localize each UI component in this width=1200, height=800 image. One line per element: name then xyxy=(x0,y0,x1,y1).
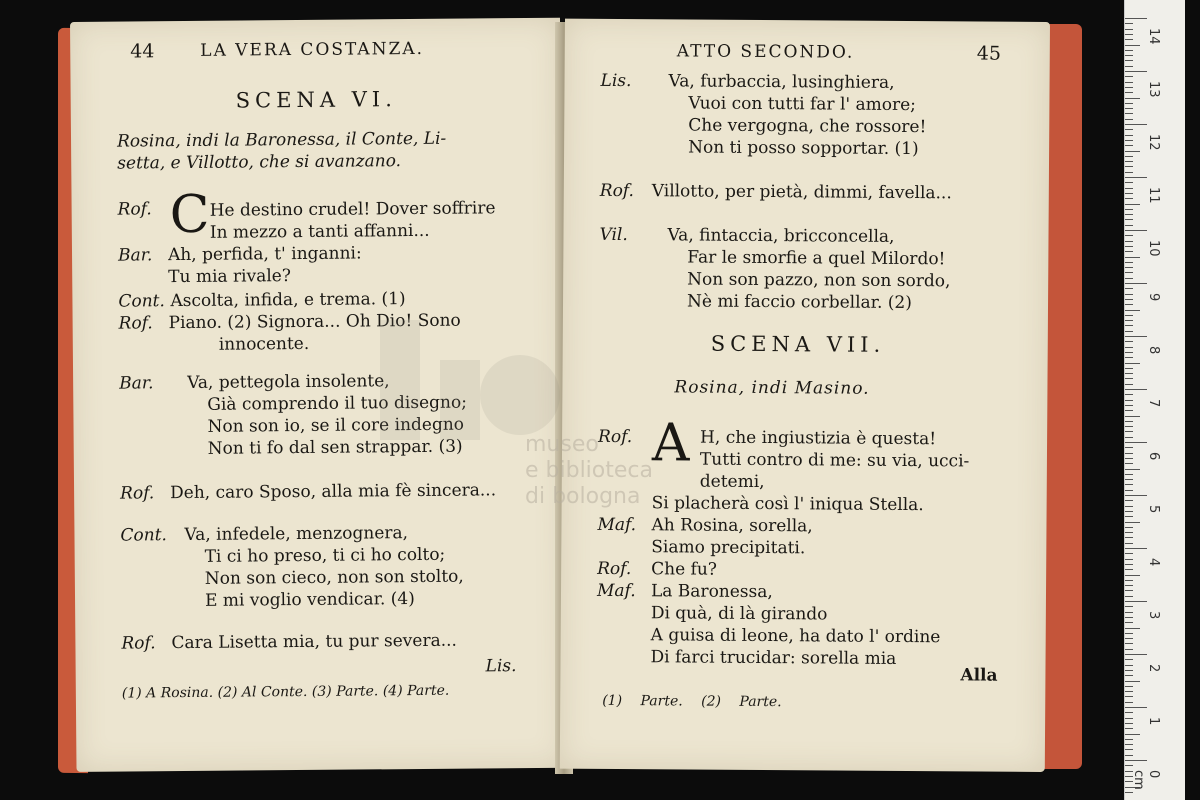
verse-line: Nè mi faccio corbellar. (2) xyxy=(686,291,912,314)
ruler-number: 3 xyxy=(1146,611,1161,620)
ruler-tick xyxy=(1125,431,1133,432)
verse-line: Siamo precipitati. xyxy=(651,537,806,559)
ruler-tick xyxy=(1125,288,1133,289)
ruler-tick xyxy=(1125,145,1133,146)
ruler-tick xyxy=(1125,389,1147,390)
speaker-label: Vil. xyxy=(599,224,628,246)
ruler-number: 6 xyxy=(1146,452,1161,461)
ruler-tick xyxy=(1125,177,1147,178)
ruler-tick xyxy=(1125,156,1133,157)
ruler-tick xyxy=(1125,585,1133,586)
verse-line: Non ti posso sopportar. (1) xyxy=(688,137,919,160)
ruler-tick xyxy=(1125,204,1140,205)
ruler-tick xyxy=(1125,522,1140,523)
ruler-tick xyxy=(1125,113,1133,114)
ruler-tick xyxy=(1125,760,1147,761)
stage-direction-line: setta, e Villotto, che si avanzano. xyxy=(117,151,402,174)
running-head: LA VERA COSTANZA. xyxy=(200,38,425,61)
ruler-tick xyxy=(1125,235,1133,236)
ruler-tick xyxy=(1125,469,1140,470)
ruler-tick xyxy=(1125,378,1133,379)
scene-title: SCENA VI. xyxy=(235,87,397,113)
ruler-tick xyxy=(1125,723,1133,724)
drop-cap: A xyxy=(651,413,690,474)
ruler-tick xyxy=(1125,262,1133,263)
ruler-tick xyxy=(1125,749,1133,750)
verse-line: Tu mia rivale? xyxy=(168,266,292,288)
speaker-label: Rof. xyxy=(121,633,156,654)
watermark-text: museo xyxy=(525,432,599,457)
verse-line: Di farci trucidar: sorella mia xyxy=(650,647,897,669)
ruler-tick xyxy=(1125,484,1133,485)
verse-line: Va, furbaccia, lusinghiera, xyxy=(668,71,895,93)
ruler-tick xyxy=(1125,198,1133,199)
ruler-number: 10 xyxy=(1146,240,1161,257)
ruler-number: 8 xyxy=(1146,346,1161,355)
ruler-tick xyxy=(1125,92,1133,93)
verse-line: Ti ci ho preso, ti ci ho colto; xyxy=(204,544,446,567)
ruler-number: 14 xyxy=(1146,28,1161,45)
ruler-tick xyxy=(1125,219,1133,220)
ruler-tick xyxy=(1125,151,1140,152)
ruler-tick xyxy=(1125,394,1133,395)
ruler-tick xyxy=(1125,601,1147,602)
ruler-tick xyxy=(1125,230,1147,231)
ruler-tick xyxy=(1125,315,1133,316)
ruler-tick xyxy=(1125,283,1147,284)
verse-line: Va, fintaccia, bricconcella, xyxy=(667,225,895,247)
ruler-tick xyxy=(1125,60,1133,61)
verse-line: He destino crudel! Dover soffrire xyxy=(209,198,496,221)
ruler-tick xyxy=(1125,548,1147,549)
verse-line: A guisa di leone, ha dato l' ordine xyxy=(650,625,941,648)
speaker-label: Bar. xyxy=(117,245,153,266)
ruler-tick xyxy=(1125,214,1133,215)
ruler-tick xyxy=(1125,246,1133,247)
ruler-number: 4 xyxy=(1146,558,1161,567)
ruler-tick xyxy=(1125,172,1133,173)
catchword: Lis. xyxy=(485,656,517,677)
ruler-tick xyxy=(1125,50,1133,51)
ruler-tick xyxy=(1125,543,1133,544)
ruler-tick xyxy=(1125,474,1133,475)
catchword: Alla xyxy=(960,665,998,686)
ruler-tick xyxy=(1125,416,1140,417)
ruler-tick xyxy=(1125,18,1147,19)
ruler-tick xyxy=(1125,384,1133,385)
ruler-number: 11 xyxy=(1146,187,1161,204)
ruler-tick xyxy=(1125,98,1140,99)
ruler-tick xyxy=(1125,675,1133,676)
ruler-number: 13 xyxy=(1146,81,1161,98)
ruler-tick xyxy=(1125,45,1140,46)
running-head: ATTO SECONDO. xyxy=(676,41,855,63)
ruler-tick xyxy=(1125,564,1133,565)
ruler-tick xyxy=(1125,400,1133,401)
ruler-tick xyxy=(1125,341,1133,342)
speaker-label: Maf. xyxy=(597,514,637,536)
verse-line: La Baronessa, xyxy=(650,581,773,603)
verse-line: Di quà, di là girando xyxy=(650,603,828,625)
stage-direction-line: Rosina, indi la Baronessa, il Conte, Li- xyxy=(116,128,447,152)
ruler-number: 0 cm xyxy=(1131,770,1161,790)
ruler-number: 9 xyxy=(1146,293,1161,302)
speaker-label: Rof. xyxy=(117,199,152,220)
page-number: 45 xyxy=(976,42,1002,65)
verse-line: Ascolta, infida, e trema. (1) xyxy=(170,289,406,312)
ruler-tick xyxy=(1125,628,1140,629)
ruler-tick xyxy=(1125,257,1140,258)
ruler-tick xyxy=(1125,537,1133,538)
ruler-tick xyxy=(1125,506,1133,507)
verse-line: Non ti fo dal sen strappar. (3) xyxy=(207,436,463,459)
stage-direction: Rosina, indi Masino. xyxy=(674,377,870,399)
verse-line: Non son pazzo, non son sordo, xyxy=(687,269,951,292)
ruler-tick xyxy=(1125,182,1133,183)
museum-logo-watermark xyxy=(370,300,570,450)
ruler-tick xyxy=(1125,606,1133,607)
ruler-tick xyxy=(1125,633,1133,634)
ruler-tick xyxy=(1125,479,1133,480)
ruler-tick xyxy=(1125,267,1133,268)
ruler-tick xyxy=(1125,251,1133,252)
verse-line: Si placherà così l' iniqua Stella. xyxy=(651,493,924,516)
ruler-tick xyxy=(1125,34,1133,35)
watermark-text: e biblioteca xyxy=(525,458,653,483)
ruler-tick xyxy=(1125,553,1133,554)
ruler-tick xyxy=(1125,39,1133,40)
ruler-tick xyxy=(1125,140,1133,141)
ruler-tick xyxy=(1125,590,1133,591)
ruler-number: 1 xyxy=(1146,717,1161,726)
ruler-tick xyxy=(1125,696,1133,697)
ruler-tick xyxy=(1125,55,1133,56)
ruler-tick xyxy=(1125,188,1133,189)
ruler-tick xyxy=(1125,66,1133,67)
ruler-tick xyxy=(1125,347,1133,348)
ruler-tick xyxy=(1125,739,1133,740)
ruler-tick xyxy=(1125,426,1133,427)
ruler-number: 7 xyxy=(1146,399,1161,408)
ruler-tick xyxy=(1125,665,1133,666)
verse-line: Non son io, se il core indegno xyxy=(207,414,465,437)
verse-line: Già comprendo il tuo disegno; xyxy=(207,392,468,415)
ruler-tick xyxy=(1125,463,1133,464)
footnotes: (1) Parte. (2) Parte. xyxy=(602,692,782,711)
ruler-number: 12 xyxy=(1146,134,1161,151)
ruler-tick xyxy=(1125,410,1133,411)
ruler-tick xyxy=(1125,532,1133,533)
ruler-tick xyxy=(1125,124,1147,125)
ruler-tick xyxy=(1125,670,1133,671)
speaker-label: Rof. xyxy=(597,558,632,580)
verse-line: Far le smorfie a quel Milordo! xyxy=(687,247,946,270)
ruler-tick xyxy=(1125,643,1133,644)
ruler-tick xyxy=(1125,336,1147,337)
verse-line: Piano. (2) Signora... Oh Dio! Sono xyxy=(168,310,461,334)
verse-line: Che fu? xyxy=(651,559,718,580)
ruler-tick xyxy=(1125,299,1133,300)
footnotes: (1) A Rosina. (2) Al Conte. (3) Parte. (4) Parte. xyxy=(121,682,450,702)
ruler-tick xyxy=(1125,87,1133,88)
speaker-label: Rof. xyxy=(598,426,633,448)
ruler-tick xyxy=(1125,82,1133,83)
ruler-tick xyxy=(1125,734,1140,735)
ruler-tick xyxy=(1125,108,1133,109)
ruler-number: 2 xyxy=(1146,664,1161,673)
ruler-tick xyxy=(1125,617,1133,618)
ruler-tick xyxy=(1125,458,1133,459)
ruler-tick xyxy=(1125,686,1133,687)
ruler-tick xyxy=(1125,368,1133,369)
right-page xyxy=(560,19,1050,772)
speaker-label: Rof. xyxy=(120,483,155,504)
ruler-tick xyxy=(1125,559,1133,560)
ruler-tick xyxy=(1125,765,1133,766)
speaker-label: Cont. xyxy=(118,291,165,312)
ruler-tick xyxy=(1125,357,1133,358)
measurement-ruler xyxy=(1124,0,1185,800)
ruler-tick xyxy=(1125,193,1133,194)
speaker-label: Rof. xyxy=(118,313,153,334)
ruler-tick xyxy=(1125,707,1147,708)
ruler-tick xyxy=(1125,580,1133,581)
verse-line: Che vergogna, che rossore! xyxy=(688,115,927,138)
ruler-tick xyxy=(1125,712,1133,713)
ruler-tick xyxy=(1125,453,1133,454)
ruler-tick xyxy=(1125,71,1147,72)
ruler-tick xyxy=(1125,691,1133,692)
ruler-tick xyxy=(1125,421,1133,422)
ruler-tick xyxy=(1125,166,1133,167)
ruler-tick xyxy=(1125,304,1133,305)
ruler-tick xyxy=(1125,76,1133,77)
verse-line: Deh, caro Sposo, alla mia fè sincera... xyxy=(170,480,497,504)
ruler-tick xyxy=(1125,596,1133,597)
page-number: 44 xyxy=(130,40,155,63)
ruler-tick xyxy=(1125,500,1133,501)
ruler-tick xyxy=(1125,442,1147,443)
ruler-tick xyxy=(1125,352,1133,353)
verse-line: Vuoi con tutti far l' amore; xyxy=(688,93,916,116)
ruler-tick xyxy=(1125,294,1133,295)
watermark-text: di bologna xyxy=(525,484,641,509)
verse-line: Villotto, per pietà, dimmi, favella... xyxy=(651,181,952,204)
speaker-label: Bar. xyxy=(119,373,154,394)
verse-line: H, che ingiustizia è questa! xyxy=(700,427,937,450)
speaker-label: Lis. xyxy=(600,70,632,92)
ruler-tick xyxy=(1125,161,1133,162)
ruler-tick xyxy=(1125,702,1133,703)
verse-line: detemi, xyxy=(699,471,765,493)
verse-line: Ah Rosina, sorella, xyxy=(651,515,813,537)
ruler-tick xyxy=(1125,209,1133,210)
verse-line: Tutti contro di me: su via, ucci- xyxy=(699,449,970,472)
ruler-tick xyxy=(1125,320,1133,321)
ruler-tick xyxy=(1125,225,1133,226)
ruler-tick xyxy=(1125,681,1140,682)
ruler-number: 5 xyxy=(1146,505,1161,514)
ruler-tick xyxy=(1125,331,1133,332)
ruler-tick xyxy=(1125,241,1133,242)
ruler-tick xyxy=(1125,511,1133,512)
ruler-tick xyxy=(1125,659,1133,660)
ruler-tick xyxy=(1125,135,1133,136)
ruler-tick xyxy=(1125,363,1140,364)
ruler-tick xyxy=(1125,29,1133,30)
drop-cap: C xyxy=(169,184,210,246)
verse-line: Ah, perfida, t' inganni: xyxy=(167,243,362,266)
ruler-tick xyxy=(1125,718,1133,719)
ruler-tick xyxy=(1125,612,1133,613)
ruler-tick xyxy=(1125,569,1133,570)
ruler-tick xyxy=(1125,23,1133,24)
ruler-tick xyxy=(1125,373,1133,374)
ruler-tick xyxy=(1125,744,1133,745)
ruler-tick xyxy=(1125,755,1133,756)
ruler-tick xyxy=(1125,516,1133,517)
verse-line: Va, pettegola insolente, xyxy=(187,371,390,393)
ruler-tick xyxy=(1125,119,1133,120)
speaker-label: Rof. xyxy=(599,180,635,202)
verse-line: innocente. xyxy=(218,333,310,355)
ruler-tick xyxy=(1125,103,1133,104)
ruler-tick xyxy=(1125,654,1147,655)
ruler-tick xyxy=(1125,310,1140,311)
ruler-tick xyxy=(1125,527,1133,528)
verse-line: Va, infedele, menzognera, xyxy=(184,523,409,546)
ruler-tick xyxy=(1125,405,1133,406)
ruler-tick xyxy=(1125,325,1133,326)
ruler-tick xyxy=(1125,575,1140,576)
ruler-tick xyxy=(1125,278,1133,279)
ruler-tick xyxy=(1125,129,1133,130)
speaker-label: Cont. xyxy=(120,525,168,546)
ruler-tick xyxy=(1125,447,1133,448)
verse-line: Non son cieco, non son stolto, xyxy=(204,566,464,589)
verse-line: E mi voglio vendicar. (4) xyxy=(204,589,415,611)
verse-line: Cara Lisetta mia, tu pur severa... xyxy=(171,630,458,654)
ruler-tick xyxy=(1125,728,1133,729)
ruler-tick xyxy=(1125,622,1133,623)
ruler-tick xyxy=(1125,638,1133,639)
ruler-tick xyxy=(1125,490,1133,491)
scene-title: SCENA VII. xyxy=(710,331,886,357)
ruler-tick xyxy=(1125,272,1133,273)
ruler-tick xyxy=(1125,437,1133,438)
ruler-tick xyxy=(1125,495,1147,496)
verse-line: In mezzo a tanti affanni... xyxy=(209,220,430,243)
ruler-tick xyxy=(1125,649,1133,650)
speaker-label: Maf. xyxy=(596,580,636,602)
